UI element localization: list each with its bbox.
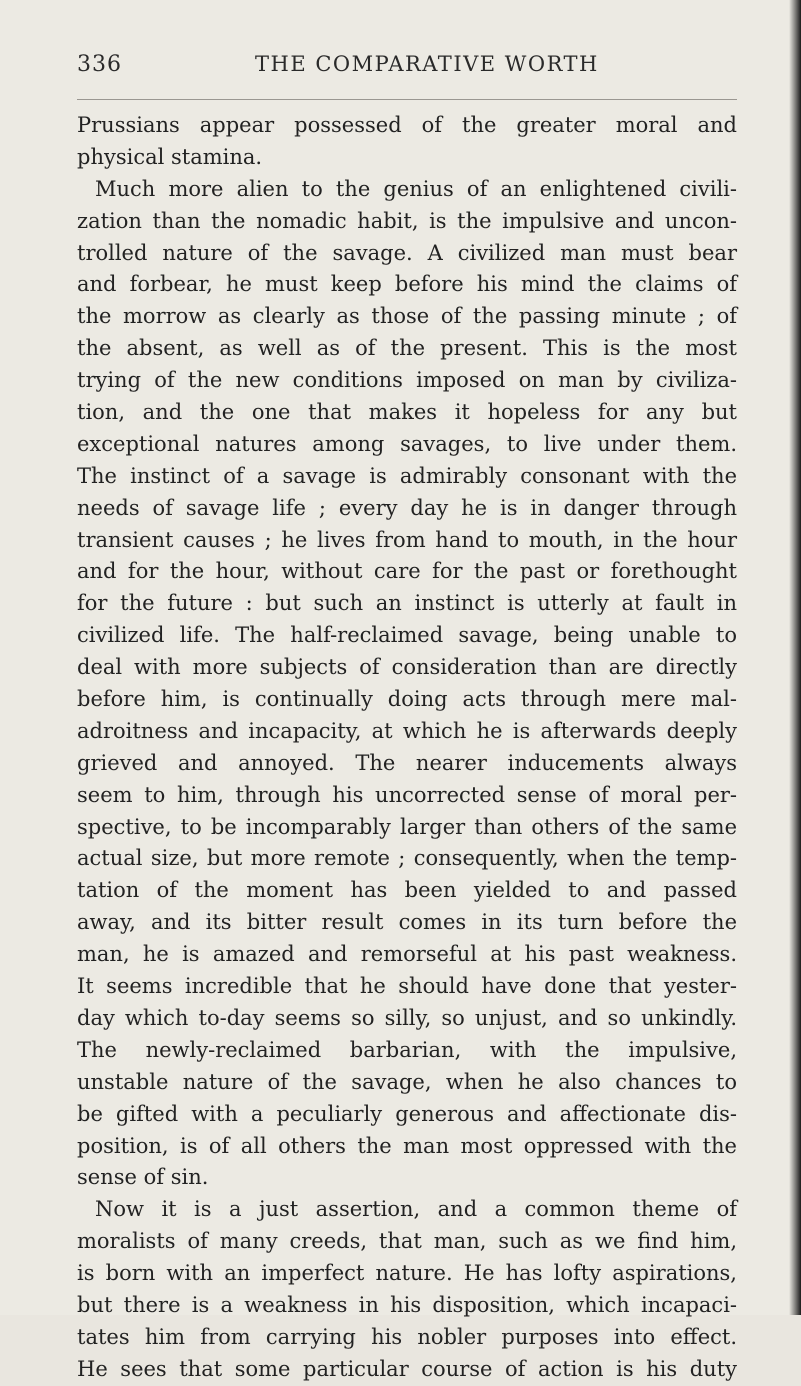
text-line: the morrow as clearly as those of the passing minute ; of — [77, 304, 737, 329]
text-line: The instinct of a savage is admirably consonant with the — [77, 463, 737, 488]
text-line: It seems incredible that he should have done that yester- — [77, 974, 737, 999]
text-line: the absent, as well as of the present. This is the most — [77, 336, 737, 361]
text-line: Now it is a just assertion, and a common theme of — [95, 1197, 737, 1222]
text-line: Prussians appear possessed of the greater moral and — [77, 113, 737, 137]
text-line: grieved and annoyed. The nearer inducements always — [77, 750, 737, 775]
text-line: for the future : but such an instinct is utterly at fault in — [77, 591, 737, 616]
text-line: before him, is continually doing acts through mere mal- — [77, 687, 737, 712]
text-line: trolled nature of the savage. A civilized man must bear — [77, 240, 737, 265]
text-line: is born with an imperfect nature. He has lofty aspirations, — [77, 1261, 737, 1286]
text-line: and forbear, he must keep before his mind the claims of — [77, 272, 737, 297]
text-line: needs of savage life ; every day he is in danger through — [77, 495, 737, 520]
text-line: but there is a weakness in his disposition, which incapaci- — [77, 1292, 737, 1317]
text-line: physical stamina. — [77, 144, 263, 169]
text-line: and for the hour, without care for the past or forethought — [77, 559, 737, 584]
text-line: trying of the new conditions imposed on man by civiliza- — [77, 368, 737, 393]
page-header — [77, 52, 737, 88]
text-line: actual size, but more remote ; consequently, when the temp- — [77, 846, 737, 871]
text-line: tation of the moment has been yielded to and passed — [77, 878, 737, 903]
text-line: sense of sin. — [77, 1165, 209, 1190]
text-line: civilized life. The half-reclaimed savage, being unable to — [77, 623, 737, 648]
text-line: be gifted with a peculiarly generous and affectionate dis- — [77, 1101, 737, 1126]
text-line: man, he is amazed and remorseful at his past weakness. — [77, 942, 737, 967]
text-line: zation than the nomadic habit, is the impulsive and uncon- — [77, 208, 737, 233]
text-line: transient causes ; he lives from hand to mouth, in the hour — [77, 527, 737, 552]
page-edge-shadow — [789, 0, 801, 1315]
text-line: spective, to be incomparably larger than others of the same — [77, 814, 737, 839]
text-line: away, and its bitter result comes in its turn before the — [77, 910, 737, 935]
text-line: Much more alien to the genius of an enlightened civili- — [95, 176, 737, 201]
text-line: day which to-day seems so silly, so unjust, and so unkindly. — [77, 1005, 737, 1030]
text-line: tion, and the one that makes it hopeless for any but — [77, 400, 737, 425]
text-line: The newly-reclaimed barbarian, with the impulsive, — [77, 1037, 737, 1062]
text-line: seem to him, through his uncorrected sense of moral per- — [77, 782, 737, 807]
text-line: unstable nature of the savage, when he also chances to — [77, 1069, 737, 1094]
text-line: moralists of many creeds, that man, such as we find him, — [77, 1229, 737, 1254]
text-line: deal with more subjects of consideration than are directly — [77, 655, 737, 680]
text-line: adroitness and incapacity, at which he is afterwards deeply — [77, 718, 737, 743]
text-line: exceptional natures among savages, to live under them. — [77, 431, 737, 456]
page-number: 336 — [77, 52, 122, 77]
text-line: tates him from carrying his nobler purposes into effect. — [77, 1324, 737, 1349]
running-head: THE COMPARATIVE WORTH — [255, 52, 599, 76]
text-line: position, is of all others the man most oppressed with the — [77, 1133, 737, 1158]
text-line: He sees that some particular course of action is his duty — [77, 1356, 737, 1381]
body-text — [77, 110, 737, 1386]
header-rule — [77, 99, 737, 100]
